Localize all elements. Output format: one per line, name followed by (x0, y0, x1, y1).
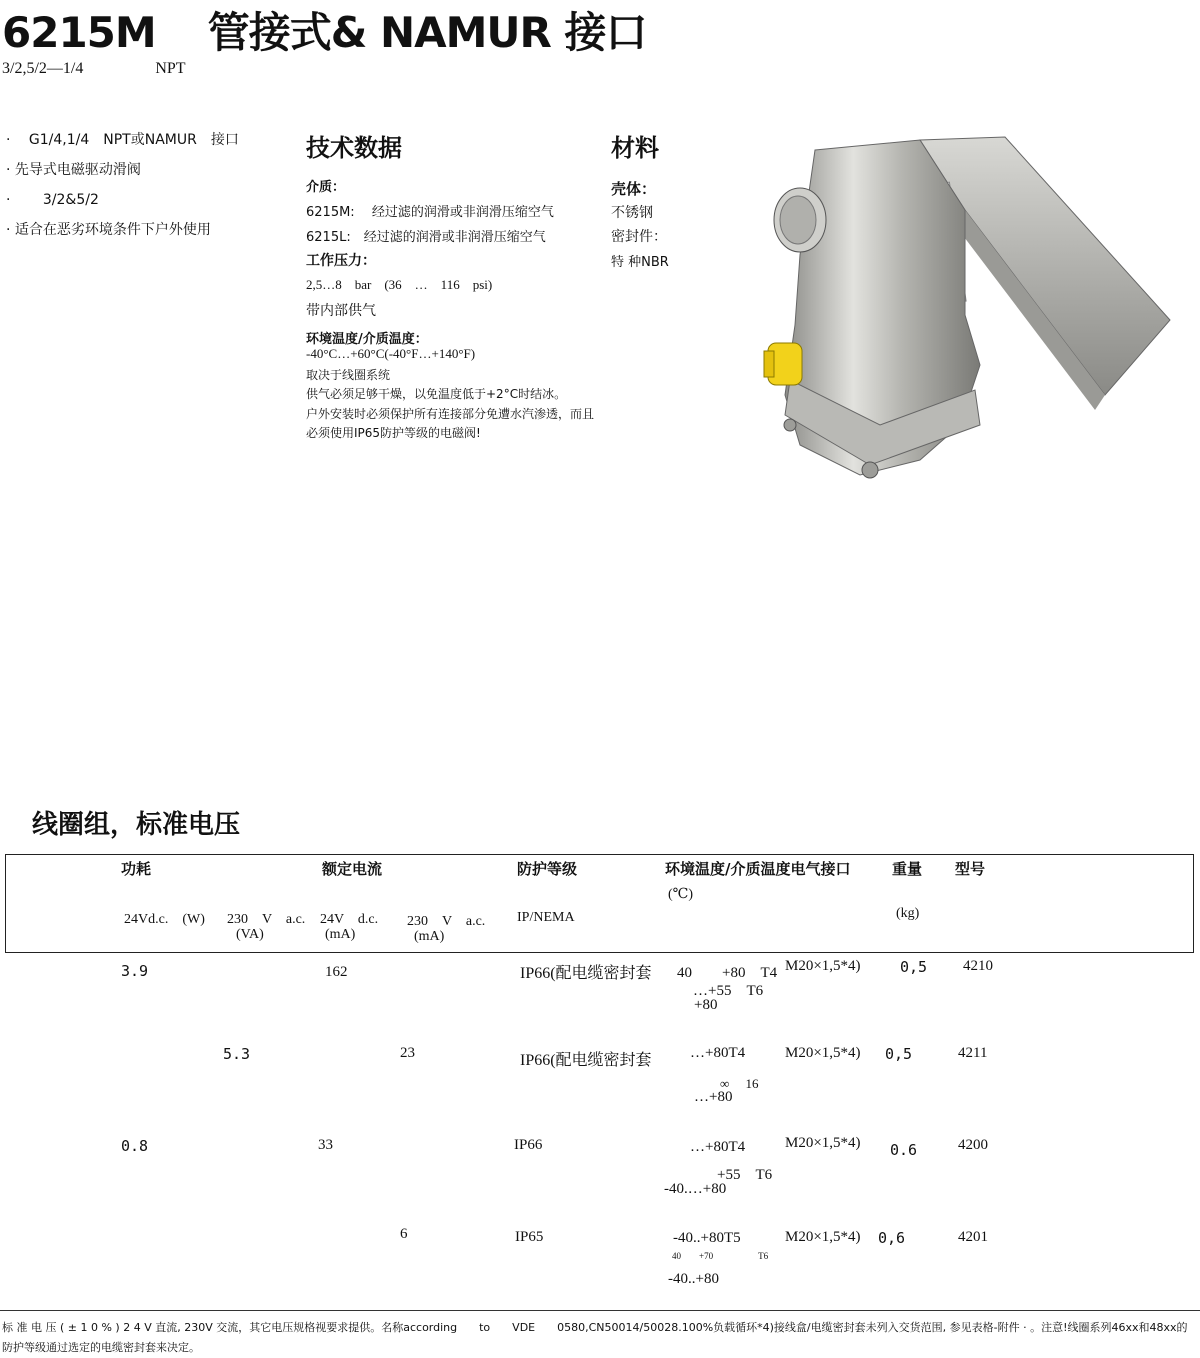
title-text: 管接式& NAMUR 接口 (207, 8, 647, 57)
row3-connection: M20×1,5*4) (785, 1135, 861, 1151)
subtitle (2, 60, 186, 78)
row4-temp-small: 40 +70 T6 (672, 1251, 769, 1261)
feature-item: · 先导式电磁驱动滑阀 (6, 162, 141, 178)
row3-temp-c: -40.…+80 (664, 1181, 727, 1197)
row2-connection: M20×1,5*4) (785, 1045, 861, 1061)
row2-temp-c: …+80 (694, 1089, 733, 1105)
seal-value: 特 种NBR (611, 255, 669, 270)
header-weight: 重量 (892, 860, 923, 878)
row1-current: 162 (325, 964, 348, 980)
row1-temp-c: +80 (694, 997, 718, 1013)
coil-section-title: 线圈组，标准电压 (32, 810, 241, 840)
row2-temp-b: ∞ 16 (720, 1076, 759, 1091)
model-number: 6215M (2, 8, 156, 57)
header-230vac-ma-unit: (mA) (414, 929, 445, 944)
row2-protection: IP66(配电缆密封套 (520, 1052, 652, 1069)
header-type: 型号 (955, 860, 986, 878)
row4-temp-c: -40..+80 (668, 1271, 719, 1287)
header-24vdc-ma: 24V d.c. (320, 912, 379, 927)
subtitle-npt: NPT (155, 60, 186, 77)
header-temp-connection: 环境温度/介质温度电气接口 (665, 860, 851, 878)
row4-current: 6 (400, 1226, 408, 1242)
note-ip65: 必须使用IP65防护等级的电磁阀! (306, 426, 481, 440)
header-ip-nema: IP/NEMA (517, 910, 575, 925)
row3-temp-a: …+80T4 (690, 1139, 746, 1155)
header-24vdc-w: 24Vd.c. (W) (124, 912, 205, 927)
row3-power: 0.8 (121, 1137, 149, 1155)
row4-type: 4201 (958, 1229, 988, 1245)
pressure-value: 2,5…8 bar (36 … 116 psi) (306, 277, 493, 292)
pressure-label: 工作压力： (306, 253, 376, 269)
row1-power: 3.9 (121, 962, 149, 980)
subtitle-ports: 3/2,5/2—1/4 (2, 60, 84, 77)
row4-weight: 0,6 (878, 1229, 906, 1247)
header-weight-unit: (kg) (896, 906, 920, 921)
row3-weight: 0.6 (890, 1141, 918, 1159)
row3-protection: IP66 (514, 1137, 543, 1153)
row1-temp-a: 40 +80 T4 (677, 965, 778, 981)
row1-temp-b: …+55 T6 (693, 983, 764, 999)
medium-label: 介质： (306, 180, 346, 195)
page-title (2, 0, 646, 60)
tech-title: 技术数据 (306, 134, 402, 162)
row2-type: 4211 (958, 1045, 988, 1061)
row3-type: 4200 (958, 1137, 988, 1153)
note-coil: 取决于线圈系统 (306, 368, 391, 382)
header-power: 功耗 (121, 860, 152, 878)
feature-item: · 适合在恶劣环境条件下户外使用 (6, 222, 211, 238)
feature-list (6, 125, 239, 245)
row2-weight: 0,5 (885, 1045, 913, 1063)
note-outdoor: 户外安装时必须保护所有连接部分免遭水汽渗透，而且 (306, 407, 595, 421)
row4-protection: IP65 (515, 1229, 544, 1245)
temp-value: -40°C…+60°C(-40°F…+140°F) (306, 346, 476, 361)
row1-type: 4210 (963, 958, 993, 974)
row2-power: 5.3 (223, 1045, 251, 1063)
header-230vac-ma: 230 V a.c. (407, 914, 486, 929)
header-protection: 防护等级 (517, 860, 578, 878)
header-rated-current: 额定电流 (322, 860, 383, 878)
solenoid-valve-photo (760, 125, 1180, 495)
row3-current: 33 (318, 1137, 333, 1153)
header-230vac-va-unit: (VA) (236, 927, 264, 942)
footer-divider (0, 1310, 1200, 1311)
row3-temp-b: +55 T6 (717, 1167, 773, 1183)
internal-supply: 带内部供气 (306, 303, 376, 319)
row1-weight: 0,5 (900, 958, 928, 976)
medium-6215l: 6215L: 经过滤的润滑或非润滑压缩空气 (306, 230, 546, 245)
row4-temp-a: -40..+80T5 (673, 1230, 741, 1246)
row2-temp-a: …+80T4 (690, 1045, 746, 1061)
seal-label: 密封件： (611, 229, 667, 245)
table-header-box (5, 854, 1194, 953)
housing-label: 壳体： (611, 180, 657, 198)
row4-connection: M20×1,5*4) (785, 1229, 861, 1245)
note-dry-air: 供气必须足够干燥，以免温度低于+2°C时结冰。 (306, 387, 567, 401)
housing-value: 不锈钢 (611, 205, 653, 221)
header-temp-unit: (℃) (668, 887, 693, 902)
header-24vdc-ma-unit: (mA) (325, 927, 356, 942)
header-230vac-va: 230 V a.c. (227, 912, 306, 927)
feature-item: · G1/4,1/4 NPT或NAMUR 接口 (6, 132, 239, 148)
medium-6215m: 6215M: 经过滤的润滑或非润滑压缩空气 (306, 205, 554, 220)
row1-connection: M20×1,5*4) (785, 958, 861, 974)
temp-label: 环境温度/介质温度： (306, 332, 428, 347)
row2-current: 23 (400, 1045, 415, 1061)
materials-title: 材料 (611, 134, 659, 162)
feature-item: · 3/2&5/2 (6, 192, 99, 208)
footer-note: 标 准 电 压 ( ± 1 0 % ) 2 4 V 直流, 230V 交流，其它电压规格视要求提供。名称according to VDE 0580,CN50014/50028.100%负载循环*4)接线盒/电缆密封套未列入交货范围, 参见表格-附件 · 。注意!线圈系列46xx和48xx的防护等级通过选定的电缆密封套来决定。 (2, 1321, 1188, 1354)
row1-protection: IP66(配电缆密封套 (520, 965, 652, 982)
